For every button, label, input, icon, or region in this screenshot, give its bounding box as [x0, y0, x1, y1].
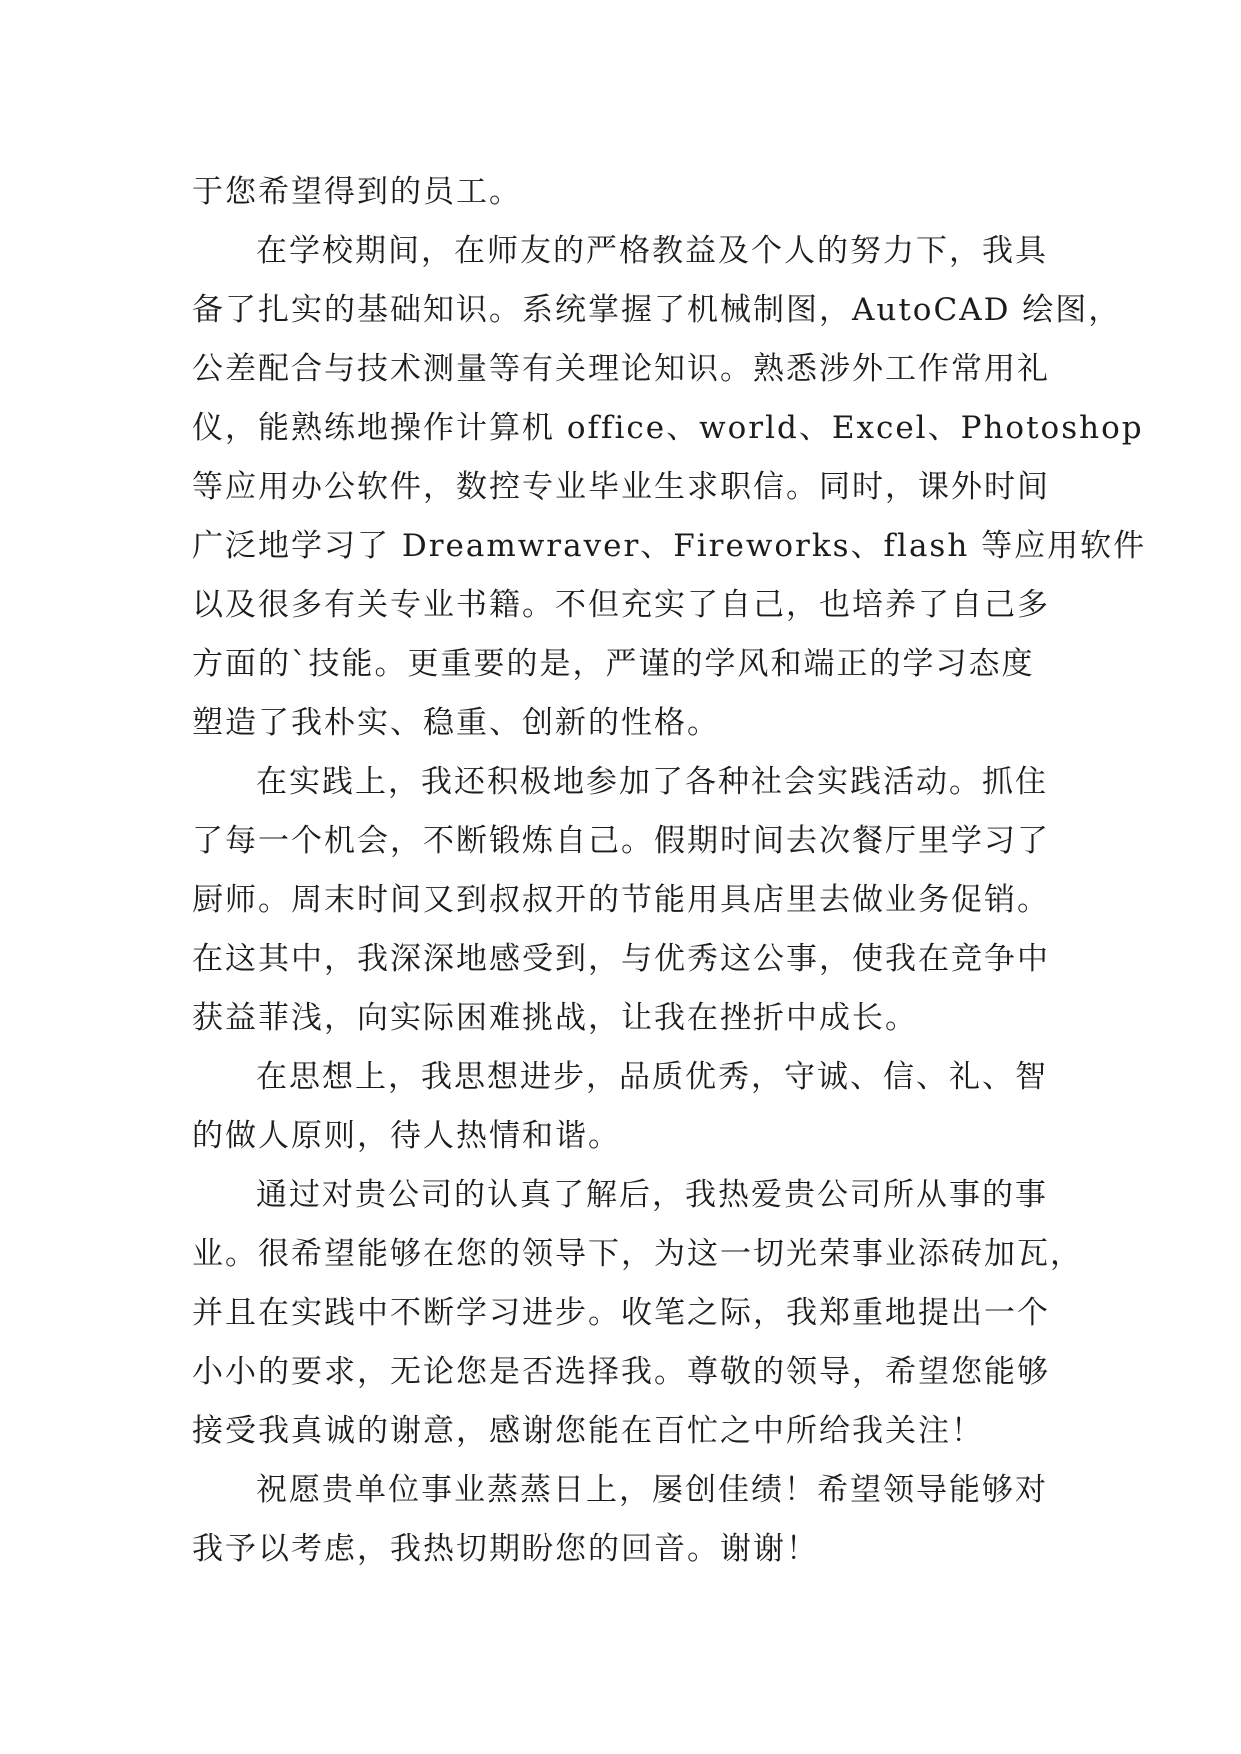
- text-line: 在这其中，我深深地感受到，与优秀这公事，使我在竞争中: [192, 941, 1050, 977]
- text-line: 业。很希望能够在您的领导下，为这一切光荣事业添砖加瓦，: [192, 1236, 1083, 1272]
- text-line: 并且在实践中不断学习进步。收笔之际，我郑重地提出一个: [192, 1295, 1050, 1331]
- text-line: 的做人原则，待人热情和谐。: [192, 1118, 621, 1154]
- text-line: 以及很多有关专业书籍。不但充实了自己，也培养了自己多: [192, 587, 1050, 623]
- text-line: 了每一个机会，不断锻炼自己。假期时间去次餐厅里学习了: [192, 823, 1050, 859]
- text-line: 等应用办公软件，数控专业毕业生求职信。同时，课外时间: [192, 469, 1050, 505]
- text-line: 通过对贵公司的认真了解后，我热爱贵公司所从事的事: [256, 1177, 1048, 1213]
- document-body: [192, 163, 1147, 1579]
- text-line: 在学校期间，在师友的严格教益及个人的努力下，我具: [256, 233, 1048, 269]
- text-line: 获益菲浅，向实际困难挑战，让我在挫折中成长。: [192, 1000, 918, 1036]
- text-line: 仪，能熟练地操作计算机 office、world、Excel、Photoshop: [192, 410, 1144, 446]
- text-line: 厨师。周末时间又到叔叔开的节能用具店里去做业务促销。: [192, 882, 1050, 918]
- text-line: 塑造了我朴实、稳重、创新的性格。: [192, 705, 720, 741]
- text-line: 备了扎实的基础知识。系统掌握了机械制图，AutoCAD 绘图，: [192, 292, 1122, 328]
- text-line: 祝愿贵单位事业蒸蒸日上，屡创佳绩！希望领导能够对: [256, 1472, 1048, 1508]
- text-line: 方面的`技能。更重要的是，严谨的学风和端正的学习态度: [192, 646, 1035, 682]
- text-line: 小小的要求，无论您是否选择我。尊敬的领导，希望您能够: [192, 1354, 1050, 1390]
- text-line: 在思想上，我思想进步，品质优秀，守诚、信、礼、智: [256, 1059, 1048, 1095]
- text-line: 在实践上，我还积极地参加了各种社会实践活动。抓住: [256, 764, 1048, 800]
- text-line: 我予以考虑，我热切期盼您的回音。谢谢！: [192, 1531, 819, 1567]
- text-line: 于您希望得到的员工。: [192, 174, 522, 210]
- text-line: 接受我真诚的谢意，感谢您能在百忙之中所给我关注！: [192, 1413, 984, 1449]
- text-line: 公差配合与技术测量等有关理论知识。熟悉涉外工作常用礼: [192, 351, 1050, 387]
- text-line: 广泛地学习了 Dreamwraver、Fireworks、flash 等应用软件: [192, 528, 1147, 564]
